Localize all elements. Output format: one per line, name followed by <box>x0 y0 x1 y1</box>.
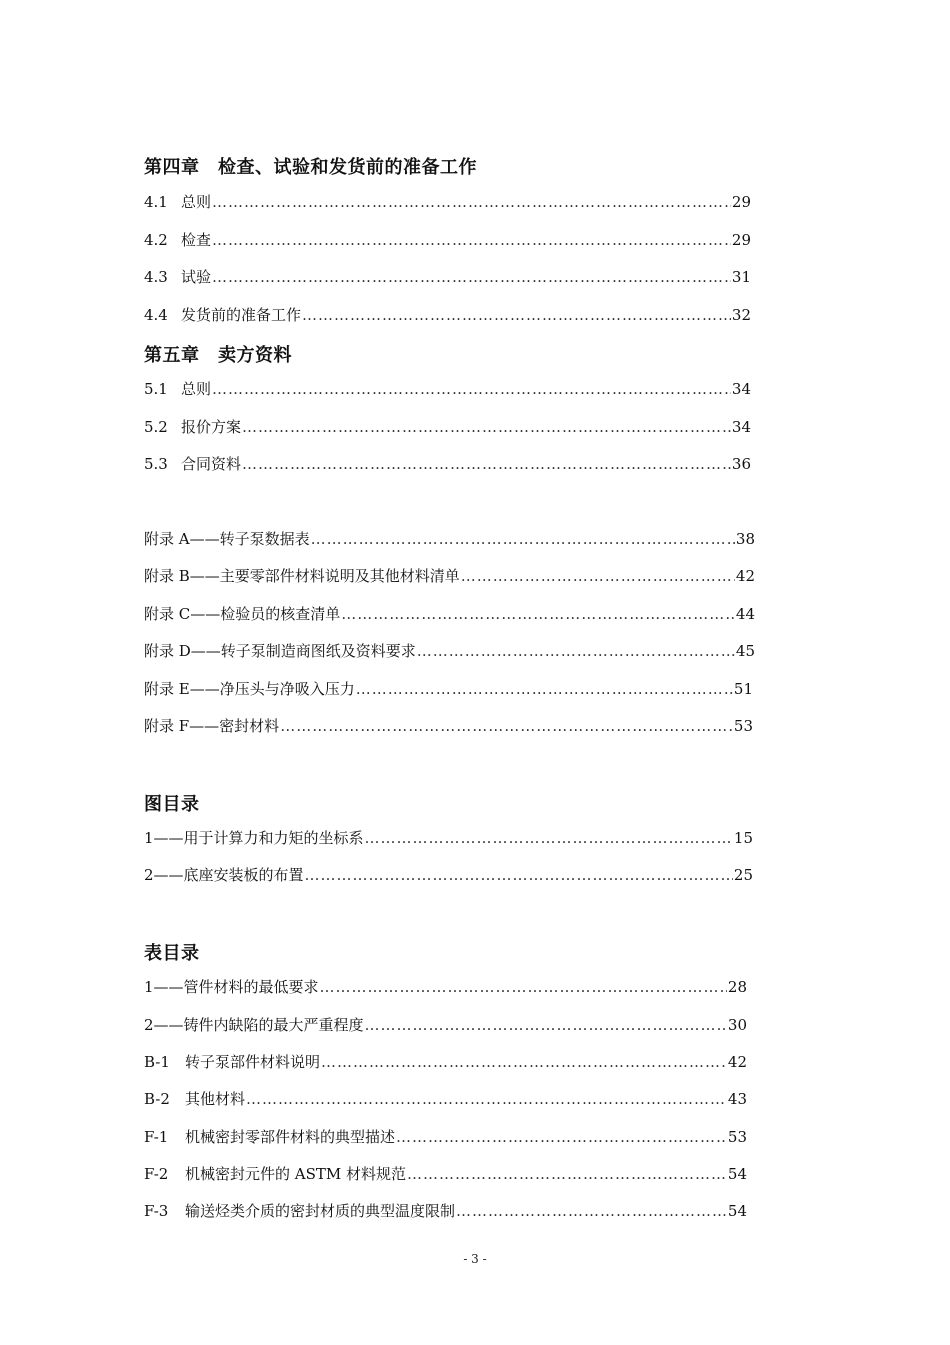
table-list-title: 输送烃类介质的密封材质的典型温度限制 <box>185 1202 456 1220</box>
appendix-entry[interactable] <box>144 640 755 662</box>
toc-entry-number: 5.1 <box>144 380 168 398</box>
figure-entry[interactable] <box>144 864 753 886</box>
appendix-entry[interactable] <box>144 528 755 550</box>
leader-dots <box>302 306 731 324</box>
figure-page: 25 <box>733 866 753 884</box>
toc-entry[interactable] <box>144 191 751 213</box>
table-list-entry[interactable] <box>144 1163 747 1185</box>
table-list-page: 28 <box>727 978 747 996</box>
toc-entry-title: 发货前的准备工作 <box>181 306 302 324</box>
table-list-entry[interactable] <box>144 1200 747 1222</box>
table-list-entry[interactable] <box>144 976 747 998</box>
leader-dots <box>246 1090 727 1108</box>
table-list-title: 其他材料 <box>185 1090 246 1108</box>
toc-entry[interactable] <box>144 304 751 326</box>
leader-dots <box>365 829 733 847</box>
toc-entry-page: 34 <box>731 418 751 436</box>
leader-dots <box>212 231 731 249</box>
figure-title: 1——用于计算力和力矩的坐标系 <box>144 829 364 847</box>
table-list-entry[interactable] <box>144 1014 747 1036</box>
toc-entry-page: 31 <box>731 268 751 286</box>
toc-entry-number: 4.2 <box>144 231 168 249</box>
figures-heading: 图目录 <box>144 794 200 815</box>
appendix-page: 38 <box>735 530 755 548</box>
leader-dots <box>365 1016 727 1034</box>
leader-dots <box>417 642 735 660</box>
toc-entry-page: 32 <box>731 306 751 324</box>
toc-entry-title: 总则 <box>181 193 212 211</box>
table-list-title: 2——铸件内缺陷的最大严重程度 <box>144 1016 364 1034</box>
appendix-title: 附录 F——密封材料 <box>144 717 280 735</box>
toc-entry[interactable] <box>144 266 751 288</box>
table-list-number: F-2 <box>144 1165 169 1183</box>
table-list-number: F-1 <box>144 1128 169 1146</box>
toc-entry-title: 合同资料 <box>181 455 242 473</box>
leader-dots <box>321 1053 727 1071</box>
table-list-title: 机械密封元件的 ASTM 材料规范 <box>185 1165 407 1183</box>
leader-dots <box>396 1128 727 1146</box>
toc-entry-number: 4.3 <box>144 268 168 286</box>
table-list-number: B-2 <box>144 1090 170 1108</box>
toc-entry[interactable] <box>144 453 751 475</box>
appendix-title: 附录 E——净压头与净吸入压力 <box>144 680 355 698</box>
leader-dots <box>456 1202 727 1220</box>
leader-dots <box>407 1165 727 1183</box>
chapter4-heading: 第四章 检查、试验和发货前的准备工作 <box>144 157 477 178</box>
toc-entry-number: 5.2 <box>144 418 168 436</box>
appendix-entry[interactable] <box>144 603 755 625</box>
table-list-entry[interactable] <box>144 1051 747 1073</box>
leader-dots <box>242 418 731 436</box>
table-list-title: 转子泵部件材料说明 <box>185 1053 321 1071</box>
toc-entry-number: 4.1 <box>144 193 168 211</box>
leader-dots <box>311 530 735 548</box>
table-list-page: 30 <box>727 1016 747 1034</box>
table-list-page: 43 <box>727 1090 747 1108</box>
leader-dots <box>212 268 731 286</box>
table-list-number: B-1 <box>144 1053 170 1071</box>
toc-entry-title: 试验 <box>181 268 212 286</box>
leader-dots <box>356 680 733 698</box>
toc-entry-page: 36 <box>731 455 751 473</box>
appendix-page: 53 <box>733 717 753 735</box>
toc-entry-page: 34 <box>731 380 751 398</box>
toc-entry-number: 5.3 <box>144 455 168 473</box>
figure-page: 15 <box>733 829 753 847</box>
figure-title: 2——底座安装板的布置 <box>144 866 304 884</box>
toc-entry[interactable] <box>144 416 751 438</box>
leader-dots <box>212 380 731 398</box>
table-list-entry[interactable] <box>144 1088 747 1110</box>
appendix-page: 45 <box>735 642 755 660</box>
appendix-page: 51 <box>733 680 753 698</box>
appendix-title: 附录 C——检验员的核查清单 <box>144 605 341 623</box>
table-list-page: 42 <box>727 1053 747 1071</box>
appendix-page: 44 <box>735 605 755 623</box>
toc-entry[interactable] <box>144 378 751 400</box>
appendix-entry[interactable] <box>144 715 753 737</box>
toc-entry-page: 29 <box>731 231 751 249</box>
table-list-page: 53 <box>727 1128 747 1146</box>
toc-entry-title: 总则 <box>181 380 212 398</box>
table-list-number: F-3 <box>144 1202 169 1220</box>
appendix-entry[interactable] <box>144 678 753 700</box>
appendix-entry[interactable] <box>144 565 755 587</box>
appendix-page: 42 <box>735 567 755 585</box>
leader-dots <box>242 455 731 473</box>
toc-entry-title: 报价方案 <box>181 418 242 436</box>
toc-entry-page: 29 <box>731 193 751 211</box>
page-number: - 3 - <box>463 1252 487 1266</box>
leader-dots <box>341 605 735 623</box>
toc-entry-number: 4.4 <box>144 306 168 324</box>
table-list-title: 机械密封零部件材料的典型描述 <box>185 1128 396 1146</box>
leader-dots <box>461 567 735 585</box>
chapter5-heading: 第五章 卖方资料 <box>144 345 292 366</box>
figure-entry[interactable] <box>144 827 753 849</box>
tables-heading: 表目录 <box>144 943 200 964</box>
appendix-title: 附录 B——主要零部件材料说明及其他材料清单 <box>144 567 460 585</box>
appendix-title: 附录 D——转子泵制造商图纸及资料要求 <box>144 642 416 660</box>
leader-dots <box>305 866 733 884</box>
table-list-page: 54 <box>727 1202 747 1220</box>
appendix-title: 附录 A——转子泵数据表 <box>144 530 310 548</box>
table-list-entry[interactable] <box>144 1126 747 1148</box>
leader-dots <box>212 193 731 211</box>
table-list-title: 1——管件材料的最低要求 <box>144 978 319 996</box>
toc-entry-title: 检查 <box>181 231 212 249</box>
toc-entry[interactable] <box>144 229 751 251</box>
table-list-page: 54 <box>727 1165 747 1183</box>
leader-dots <box>320 978 727 996</box>
leader-dots <box>280 717 733 735</box>
